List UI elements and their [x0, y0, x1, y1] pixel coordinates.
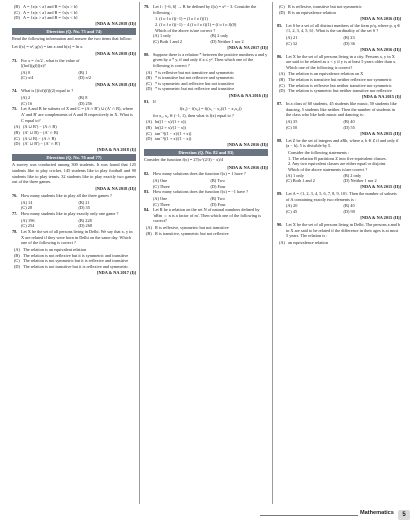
q85-options [277, 35, 401, 46]
question-number: 83. [144, 189, 150, 195]
q80-option-b: (B) * is transitive but not reflexive and symmetric [146, 75, 235, 81]
q81-option-b: (B) ln((2 + x)/(1 − x)) [146, 125, 186, 130]
option-b: (B) Two [210, 178, 225, 184]
option-c: (C) Three [153, 201, 170, 207]
exam-reference: [NDA & NA 2018 (II)] [95, 21, 136, 27]
q75-option-b: (B) (A′ ∪ B) − (A′ ∩ B) [14, 129, 59, 135]
option-c: (C) 50 [286, 124, 298, 130]
option-d: (D) 268 [78, 223, 92, 229]
option-b: (B) 23 [343, 34, 355, 40]
question-80: 80. Suppose there is a relation * between the positive numbers a and y given by a * y, if and only if a ≤ y². Then which one of the following is correct ? [144, 51, 268, 68]
option-c: (C) Both 1 and 2 [153, 38, 182, 44]
option-d: (D) Neither 1 nor 2 [210, 38, 244, 44]
q73-options [12, 70, 136, 81]
option-d: (D) 55 [343, 124, 355, 130]
subject-label: Mathematics [360, 510, 394, 516]
option-b: (B) Two [210, 196, 225, 202]
exam-reference: [NDA & NA 2018 (II)] [95, 186, 136, 192]
direction-passage-functions: Let f(x) = x², g(x) = tan x and h(x) = ln x. [12, 43, 84, 49]
option-b: (B) 40 [343, 203, 355, 209]
question-number: 84. [144, 207, 150, 213]
q74-options [12, 95, 136, 106]
option-b: (B) 2 only [343, 172, 362, 178]
option-c: (C) Three [153, 183, 170, 189]
page-footer [0, 510, 416, 522]
q83-options [144, 196, 268, 207]
question-number: 78. [12, 229, 18, 234]
question-number: 80. [144, 51, 150, 57]
column-3 [277, 4, 401, 246]
option-c: (C) 28 [21, 205, 33, 211]
q84-option-a: (A) R is reflexive, symmetric but not transitive [146, 225, 229, 231]
direction-banner: Direction (Q. No. 73 and 74) [12, 28, 136, 35]
question-77: 77. How many students like to play exactly only one game ? [12, 211, 119, 217]
question-73: 73. For x = √π/2 , what is the value of [(hof)(gf)](x)? [12, 57, 80, 69]
option-c: (C) 32 [286, 40, 298, 46]
footer-rule [260, 515, 364, 516]
question-81: 81. If f(x₁) − f(x₂) = f((x₁ − x₂)/(1 − x₁x₂)) for x₁, x₂ ∈ (−1, 1), then what is f(x) equal to ? [144, 99, 268, 118]
column-2 [144, 4, 268, 236]
q75-option-c: (C) (A ∪ B) − (A ∩ B) [14, 135, 56, 141]
q88-statement-2: 2. Any two equivalent classes are either equal or disjoint. [288, 161, 387, 167]
question-75: 75. Let A and B be subsets of X and C = (A ∩ B′) ∪ (A′ ∩ B), where A′ and B′ are complements of A and B respectively in X. What is C equal to? [12, 106, 134, 123]
question-number: 87. [277, 101, 283, 107]
option-c: (C) 254 [21, 223, 35, 229]
question-number: 90. [277, 222, 283, 227]
q72-option-b: (B) A = {x|x < a} and B = {x|x > b} [14, 4, 78, 9]
math-expression: f(x) = 27(x^(2/3) − x)/4 [182, 157, 224, 163]
q88-options [277, 173, 401, 184]
option-c: (C) 45 [286, 209, 298, 215]
question-number: 86. [277, 53, 283, 59]
option-a: (A) 1 only [153, 33, 171, 39]
q78-option-a: (A) The relation is an equivalent relation [14, 246, 87, 252]
q76-options [12, 200, 136, 211]
question-89: 89. Let A = {1, 2, 3, 4, 5, 6, 7, 8, 9, 10}. Then the number of subsets of A containing exactly two elements is : [277, 191, 397, 202]
option-b: (B) 21 [78, 199, 90, 205]
q75-option-a: (A) (A ∪ B′) − (A ∩ B) [14, 124, 57, 130]
option-c: (C) Both 1 and 2 [286, 178, 315, 184]
question-90: 90. Let X be the set of all persons living in Delhi. The persons a and b in X are said to be related if the difference in their ages is at most 5 years. The relation is : [277, 222, 401, 239]
column-1 [12, 4, 136, 277]
q88-statement-1: 1. The relation R partitions Z into five equivalent classes. [288, 155, 387, 161]
option-a: (A) 2 [21, 95, 31, 101]
question-number: 85. [277, 22, 283, 28]
q77-options [12, 218, 136, 229]
q78-option-b: (B) The relation is not reflexive but it is symmetric and transitive [14, 252, 129, 258]
option-b: (B) 2 only [210, 33, 229, 39]
exam-reference: [NDA & NA 2015 (II)] [360, 215, 401, 221]
direction-banner: Direction (Q. No. 82 and 83) [144, 149, 268, 156]
question-number: 74. [12, 88, 18, 94]
exam-reference: [NDA & NA 2018 (II)] [95, 81, 136, 87]
option-d: (D) 35 [78, 205, 90, 211]
option-b: (B) 8 [78, 95, 88, 101]
question-87: 87. In a class of 60 students, 45 students like music, 50 students like dancing, 5 students like neither. Then the number of students in the class who like both music and dancing is: [277, 101, 397, 118]
q87-options [277, 119, 401, 130]
option-d: (D) 36 [343, 40, 355, 46]
q84-option-d: (D) R is an equivalence relation [279, 9, 336, 15]
option-d: (D) Four [210, 183, 226, 189]
q82-options [144, 178, 268, 189]
question-number: 88. [277, 137, 283, 143]
question-86: 86. Let X be the set of all persons living in a city. Persons x, y in X are said to be related as x < y if y is at least 5 years older than x. Which one of the following is correct? [277, 53, 397, 70]
question-number: 81. [144, 99, 150, 105]
q88-intro: Consider the following statements : [288, 150, 350, 156]
option-c: (C) π/4 [21, 75, 34, 81]
question-number: 76. [12, 193, 18, 199]
direction-banner: Direction (Q. No. 76 and 77) [12, 154, 136, 161]
option-a: (A) 196 [21, 217, 35, 223]
math-expression: f(x₁) − f(x₂) = f((x₁ − x₂)/(1 − x₁x₂)) [179, 106, 242, 112]
exam-reference: [NDA & NA 2016 (I)] [229, 92, 268, 98]
exam-reference: [NDA & NA 2018 (I)] [97, 147, 136, 153]
q80-option-a: (A) * is reflexive but not transitive and symmetric [146, 69, 235, 75]
option-a: (A) One [153, 196, 168, 202]
q79-prompt: Which of the above is/are correct ? [155, 27, 216, 33]
option-a: (A) 1 only [286, 172, 304, 178]
question-83: 83. How many solutions does the function f(x) = −1 have ? [144, 189, 249, 195]
direction-passage: Read the following information and answer the two items that follow: [12, 36, 133, 42]
q79-options [144, 33, 268, 44]
q84-option-b: (B) R is transitive, symmetric but not reflexive [146, 230, 229, 236]
direction-passage: Consider the function f(x) = 27(x^(2/3) − x)/4 [144, 157, 224, 163]
option-b: (B) 228 [78, 217, 92, 223]
option-d: (D) 90 [343, 209, 355, 215]
question-84: 84. Let R be a relation on the set N of natural numbers defined by 'nRm ⇔ n is a factor of m'. Then which one of the following is correct? [144, 207, 262, 224]
math-expression: x = √π/2 [28, 57, 43, 63]
exam-reference: [NDA & NA 2017 (I)] [97, 269, 136, 275]
question-78: 78. Let X be the set of all persons living in Delhi. We say that x, y in X are related if they were born in Delhi on the same day. Which one of the following is correct ? [12, 229, 133, 246]
q81-option-c: (C) tan⁻¹((1 − x)/(1 + x)) [146, 130, 192, 136]
exam-reference: [NDA & NA 2016 (II)] [227, 164, 268, 170]
question-82: 82. How many solutions does the function f(x) = 1 have ? [144, 171, 246, 177]
q86-option-d: (D) The relation is symmetric but neither transitive nor reflexive [279, 88, 392, 94]
question-number: 77. [12, 211, 18, 217]
exam-reference: [NDA & NA 2017 (II)] [227, 44, 268, 50]
question-number: 82. [144, 171, 150, 177]
q80-option-d: (D) * is symmetric but not reflexive and transitive [146, 86, 235, 92]
q81-option-d: (D) tan⁻¹((1 + x)/(1 − x)) [146, 136, 192, 142]
q90-option-a: (A) an equivalence relation [279, 239, 328, 245]
question-number: 79. [144, 4, 150, 9]
option-a: (A) 14 [21, 199, 33, 205]
direction-passage: A survey was conducted among 300 students. It was found that 125 students like to play cricket, 145 students like to play football and 90 students like to play tennis. 32 students like to play exactly two games out of the three games. [12, 162, 136, 185]
q80-option-c: (C) * is symmetric and reflexive but not transitive [146, 80, 235, 86]
q86-option-a: (A) The relation is an equivalence relation on X [279, 71, 364, 77]
question-85: 85. Let S be a set of all distinct numbers of the form p/q, where p, q ∈ {1, 2, 3, 4, 5, 6}. What is the cardinality of the set S ? [277, 22, 401, 34]
q79-statement-2: 2. (f o f o f)(−1) − 4 (f o f o f)(1) = (f o f o f)(0) [155, 21, 237, 27]
option-a: (A) One [153, 178, 168, 184]
option-d: (D) Neither 1 nor 2 [343, 178, 377, 184]
q79-statement-1: 1. (f o f o f)(−1) = (f o f o f)(1) [155, 16, 208, 22]
q72-option-c: (C) A = {x|x < a} and B = {x|x < b} [14, 9, 78, 15]
exam-reference: [NDA & NA 2018 (II)] [95, 50, 136, 56]
q75-option-d: (D) (A′ ∪ B′) − (A′ ∩ B′) [14, 141, 60, 147]
question-88: 88. Let Z be the set of integers and aRb, where a, b ∈ Z if and only if (a − b), 5 is divisible by 5. [277, 137, 399, 149]
exam-reference: [NDA & NA 2016 (II)] [360, 46, 401, 52]
exam-reference: [NDA & NA 2016 (II)] [360, 15, 401, 21]
q84-option-c: (C) R is reflexive, transitive but not symmetric [279, 4, 362, 9]
column-divider [139, 2, 140, 504]
option-a: (A) 35 [286, 119, 298, 125]
q88-prompt: Which of the above statements is/are correct ? [288, 166, 368, 172]
question-79: 79. Let f : [−6, 6] → R be defined by f(x) = x² − 3. Consider the following : [144, 4, 257, 15]
exam-reference: [NDA & NA 2015 (I)] [362, 94, 401, 100]
option-d: (D) Four [210, 201, 226, 207]
q78-option-c: (C) The relation is not symmetric but it is reflexive and transitive [14, 258, 129, 264]
option-c: (C) 16 [21, 100, 33, 106]
q78-option-d: (D) The relation is not transitive but it is reflexive and symmetric [14, 263, 129, 269]
exam-reference: [NDA & NA 2015 (II)] [360, 130, 401, 136]
question-74: 74. What is [(fof)(f)](2) equal to ? [12, 88, 74, 94]
column-divider [272, 2, 273, 504]
question-number: 89. [277, 191, 283, 197]
q86-option-c: (C) The relation is reflexive but neither transitive nor symmetric [279, 82, 392, 88]
q86-option-b: (B) The relation is transitive but neither reflexive nor symmetric [279, 77, 392, 83]
question-76: 76. How many students like to play all the three games ? [12, 193, 112, 199]
q81-option-a: (A) ln((1 − x)/(1 + x)) [146, 119, 186, 125]
exam-reference: [NDA & NA 2015 (II)] [360, 184, 401, 190]
option-b: (B) 40 [343, 119, 355, 125]
exam-reference: [NDA & NA 2016 (II)] [227, 142, 268, 148]
question-number: 73. [12, 57, 18, 63]
option-b: (B) 1 [78, 69, 88, 75]
option-d: (D) 256 [78, 100, 92, 106]
page-number: 5 [398, 510, 410, 520]
option-a: (A) 0 [21, 69, 31, 75]
option-a: (A) 20 [286, 203, 298, 209]
option-a: (A) 21 [286, 34, 298, 40]
question-number: 75. [12, 106, 18, 112]
q89-options [277, 203, 401, 214]
q72-option-d: (D) A = {x|x > a} and B = {x|x < b} [14, 15, 78, 21]
option-d: (D) π/2 [78, 75, 92, 81]
